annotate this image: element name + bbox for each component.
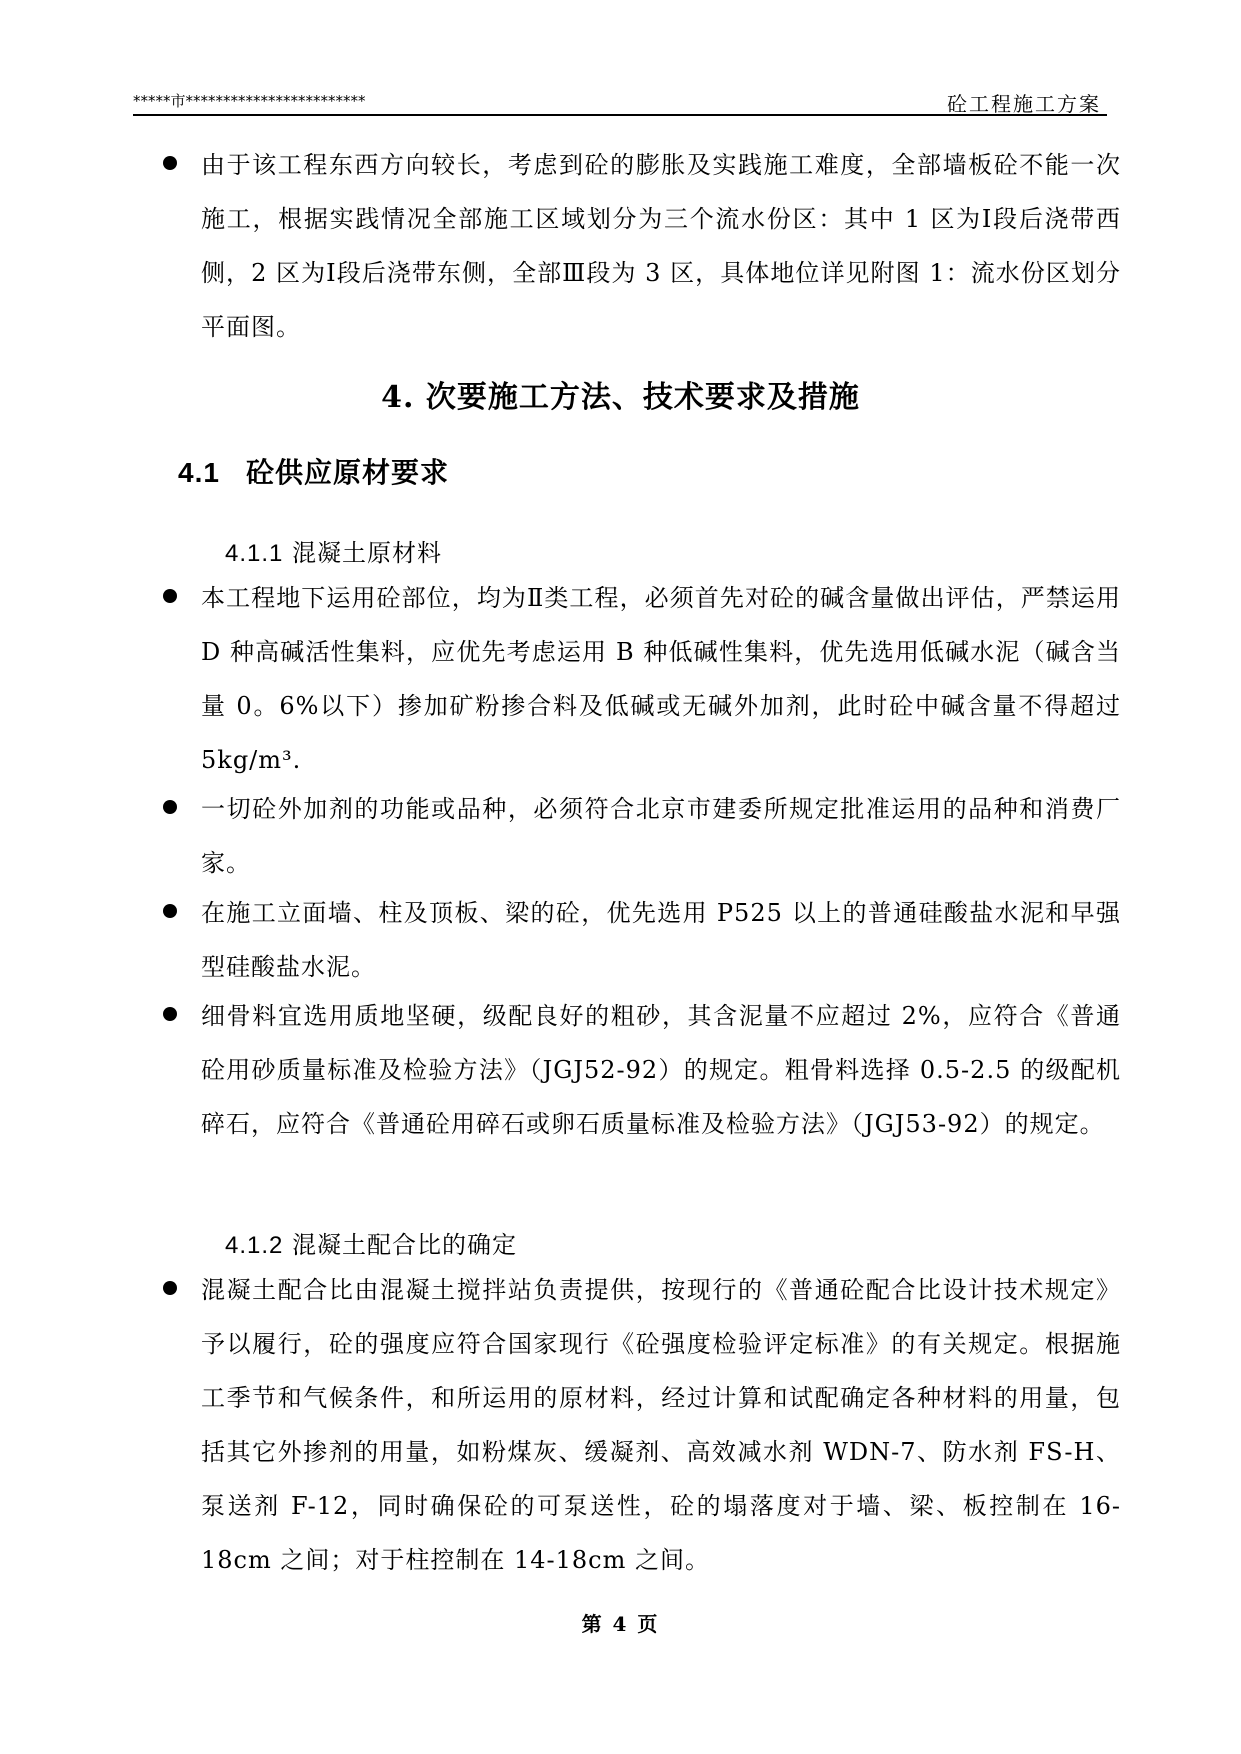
subsection-heading [178, 451, 449, 491]
bullet-text: 本工程地下运用砼部位，均为Ⅱ类工程，必须首先对砼的碱含量做出评估，严禁运用 D 种高碱活性集料，应优先考虑运用 B 种低碱性集料，优先选用低碱水泥（碱含当量 0。6%以下）掺加矿粉掺合料及低碱或无碱外加剂，此时砼中碱含量不得超过 5kg/m³. [201, 584, 1121, 774]
bullet-text: 由于该工程东西方向较长，考虑到砼的膨胀及实践施工难度，全部墙板砼不能一次施工，根据实践情况全部施工区域划分为三个流水份区：其中 1 区为Ⅰ段后浇带西侧，2 区为Ⅰ段后浇带东侧，全部Ⅲ段为 3 区，具体地位详见附图 1：流水份区划分平面图。 [201, 151, 1121, 341]
page-number: 第 4 页 [581, 1612, 660, 1636]
section-heading: 4. 次要施工方法、技术要求及措施 [381, 380, 860, 415]
bullet-icon [163, 1281, 177, 1295]
bullet-icon [163, 800, 177, 814]
bullet-text: 细骨料宜选用质地坚硬，级配良好的粗砂，其含泥量不应超过 2%，应符合《普通砼用砂质量标准及检验方法》（JGJ52-92）的规定。粗骨料选择 0.5-2.5 的级配机碎石，应符合《普通砼用碎石或卵石质量标准及检验方法》（JGJ53-92）的规定。 [201, 1002, 1121, 1138]
subsubsection-title: 混凝土原材料 [292, 539, 443, 567]
subsection-title: 砼供应原材要求 [245, 456, 449, 489]
page-header [133, 86, 1107, 116]
bullet-text: 在施工立面墙、柱及顶板、梁的砼，优先选用 P525 以上的普通硅酸盐水泥和早强型硅酸盐水泥。 [201, 899, 1121, 981]
bullet-text: 混凝土配合比由混凝土搅拌站负责提供，按现行的《普通砼配合比设计技术规定》予以履行，砼的强度应符合国家现行《砼强度检验评定标准》的有关规定。根据施工季节和气候条件，和所运用的原材料，经过计算和试配确定各种材料的用量，包括其它外掺剂的用量，如粉煤灰、缓凝剂、高效减水剂 WDN-7、防水剂 FS-H、泵送剂 F-12，同时确保砼的可泵送性，砼的塌落度对于墙、梁、板控制在 16-18cm 之间；对于柱控制在 14-18cm 之间。 [201, 1276, 1121, 1574]
bullet-icon [163, 589, 177, 603]
bullet-icon [163, 156, 177, 170]
subsubsection-number: 4.1.2 [225, 1232, 284, 1259]
header-project-name: *****市************************ [133, 92, 366, 110]
subsubsection-heading [225, 533, 442, 568]
subsection-number: 4.1 [178, 457, 220, 488]
bullet-text: 一切砼外加剂的功能或品种，必须符合北京市建委所规定批准运用的品种和消费厂家。 [201, 795, 1121, 877]
bullet-icon [163, 1007, 177, 1021]
subsubsection-title: 混凝土配合比的确定 [292, 1231, 518, 1259]
bullet-icon [163, 904, 177, 918]
header-document-title: 砼工程施工方案 [947, 92, 1101, 116]
subsubsection-heading [225, 1225, 517, 1260]
subsubsection-number: 4.1.1 [225, 540, 284, 567]
